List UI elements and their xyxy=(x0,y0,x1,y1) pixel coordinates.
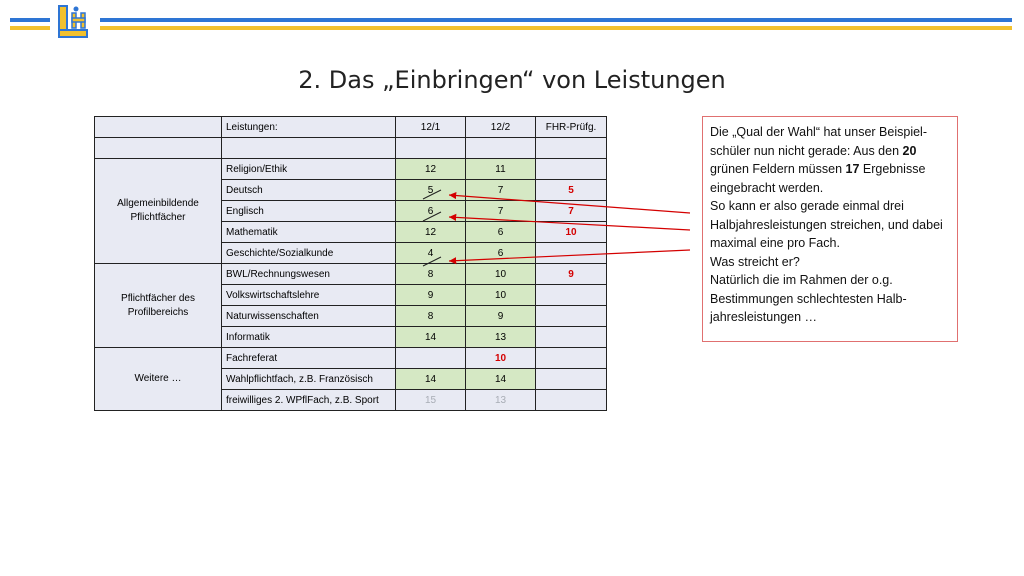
header-fhr-exam: FHR-Prüfg. xyxy=(536,117,607,138)
subject-cell: Mathematik xyxy=(222,222,396,243)
slide-title: 2. Das „Einbringen“ von Leistungen xyxy=(298,66,726,95)
explanation-paragraph-3: Was streicht er? xyxy=(710,254,800,269)
header-12-1: 12/1 xyxy=(396,117,466,138)
grade-12-1: 8 xyxy=(396,264,466,285)
grade-12-1: 12 xyxy=(396,222,466,243)
struck-value: 5 xyxy=(427,184,434,196)
subject-cell: freiwilliges 2. WPflFach, z.B. Sport xyxy=(222,390,396,411)
grade-12-1: 15 xyxy=(396,390,466,411)
category-allgemeinbildend: Allgemeinbildende Pflichtfächer xyxy=(95,159,222,264)
grade-12-2: 10 xyxy=(466,264,536,285)
highlight-number-20: 20 xyxy=(902,143,917,158)
grade-12-2: 9 xyxy=(466,306,536,327)
grade-12-1: 8 xyxy=(396,306,466,327)
explanation-paragraph-2: So kann er also gerade einmal drei Halbjahresleistungen streichen, und dabei maximal eine pro Fach. xyxy=(710,199,943,250)
grade-12-2: 13 xyxy=(466,327,536,348)
subject-cell: Geschichte/Sozialkunde xyxy=(222,243,396,264)
explanation-textbox xyxy=(702,116,958,342)
grade-12-2: 7 xyxy=(466,201,536,222)
category-weitere: Weitere … xyxy=(95,348,222,411)
exam-grade: 9 xyxy=(536,264,607,285)
grade-12-2: 11 xyxy=(466,159,536,180)
subject-cell: Wahlpflichtfach, z.B. Französisch xyxy=(222,369,396,390)
arrow-englisch xyxy=(449,217,690,230)
explanation-paragraph-1 xyxy=(710,123,950,197)
subject-cell: Informatik xyxy=(222,327,396,348)
grade-12-2: 10 xyxy=(466,348,536,369)
struck-value: 4 xyxy=(427,247,434,259)
header-12-2: 12/2 xyxy=(466,117,536,138)
subject-cell: Volkswirtschaftslehre xyxy=(222,285,396,306)
arrow-geschichte xyxy=(449,250,690,261)
subject-cell: Deutsch xyxy=(222,180,396,201)
arrow-deutsch xyxy=(449,195,690,213)
category-profilbereich: Pflichtfächer des Profilbereichs xyxy=(95,264,222,348)
grade-12-1: 14 xyxy=(396,369,466,390)
grade-12-2: 13 xyxy=(466,390,536,411)
strike-mark-deutsch xyxy=(423,190,441,199)
subject-cell: Religion/Ethik xyxy=(222,159,396,180)
subject-cell: BWL/Rechnungswesen xyxy=(222,264,396,285)
subject-cell: Fachreferat xyxy=(222,348,396,369)
grade-12-2: 6 xyxy=(466,243,536,264)
grade-12-2: 14 xyxy=(466,369,536,390)
struck-value: 6 xyxy=(427,205,434,217)
exam-grade: 10 xyxy=(536,222,607,243)
grade-12-2: 6 xyxy=(466,222,536,243)
subject-cell: Naturwissenschaften xyxy=(222,306,396,327)
grade-12-2: 7 xyxy=(466,180,536,201)
grade-12-1: 9 xyxy=(396,285,466,306)
explanation-paragraph-4: Natürlich die im Rahmen der o.g. Bestimmungen schlechtesten Halb-jahresleistungen … xyxy=(710,273,907,324)
grade-12-1: 14 xyxy=(396,327,466,348)
subject-cell: Englisch xyxy=(222,201,396,222)
header-label: Leistungen: xyxy=(222,117,396,138)
strike-mark-geschichte xyxy=(423,257,441,266)
text-segment: Die „Qual der Wahl“ hat unser Beispiel-schüler nun nicht gerade: Aus den xyxy=(710,125,927,158)
highlight-number-17: 17 xyxy=(845,162,860,176)
grade-12-2: 10 xyxy=(466,285,536,306)
strike-mark-englisch xyxy=(423,212,441,221)
exam-grade: 7 xyxy=(536,201,607,222)
text-segment: grünen Feldern müssen xyxy=(710,162,846,176)
exam-grade: 5 xyxy=(536,180,607,201)
grade-12-1: 12 xyxy=(396,159,466,180)
text-segment: Ergebnisse eingebracht werden. xyxy=(710,162,926,195)
